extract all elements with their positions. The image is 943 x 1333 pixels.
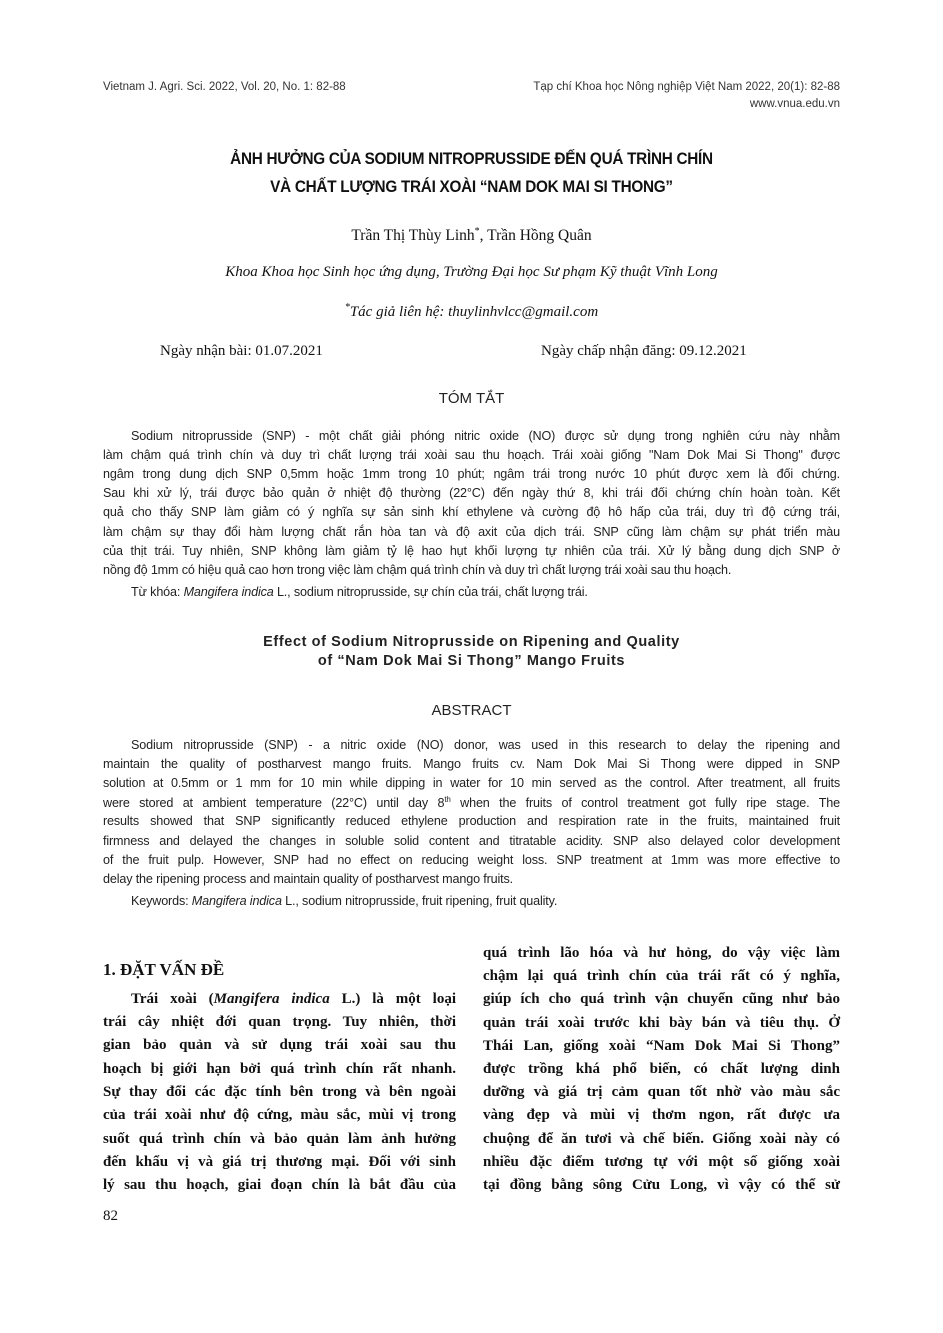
text: were stored at ambient temperature (22°C) until day 8	[103, 796, 445, 811]
body-left-line: lý sau thu hoạch, giai đoạn chín là bắt đầu của	[103, 1177, 456, 1194]
date-accepted: Ngày chấp nhận đăng: 09.12.2021	[541, 343, 747, 359]
section-heading: 1. ĐẶT VẤN ĐỀ	[103, 960, 225, 979]
vn-keywords-label: Từ khóa:	[131, 585, 184, 599]
body-right-line: quản trái xoài trước khi bày bán và tiêu thụ. Ở	[483, 1014, 840, 1031]
en-abstract-line: results showed that SNP significantly reduced ethylene production and respiration rate in the fruits, maintained fruit	[103, 814, 840, 829]
authors	[0, 226, 943, 245]
author-2: , Trần Hồng Quân	[479, 227, 592, 245]
body-right-line: nhiều đặc điểm tương tự với một số giống xoài	[483, 1153, 840, 1170]
body-left-line: suốt quá trình chín và bảo quản làm ảnh hưởng	[103, 1130, 456, 1147]
corresponding-mark-2: *	[344, 302, 350, 313]
body-right-line: chuộng để ăn tươi và chế biến. Giống xoài này có	[483, 1130, 840, 1147]
en-abstract-line: delay the ripening process and maintain quality of postharvest mango fruits.	[103, 871, 514, 886]
body-left-line: của trái xoài như độ cứng, màu sắc, mùi vị trong	[103, 1107, 456, 1124]
en-abstract-line: solution at 0.5mm or 1 mm for 10 min while dipping in water for 10 min served as the control. After treatment, all fruits	[103, 776, 840, 791]
body-right-line: dưỡng và giá trị cảm quan tốt nhờ vào màu sắc	[483, 1084, 840, 1101]
body-left-line: gian bảo quản và sử dụng trái xoài sau thu	[103, 1037, 456, 1054]
en-title-line-1: Effect of Sodium Nitroprusside on Ripening and Quality	[263, 634, 680, 650]
vn-abstract-line: làm chậm quá trình chín và duy trì chất lượng trái xoài sau thu hoạch. Trái xoài giống "Nam Dok Mai Si Thong" được	[103, 448, 840, 463]
article-title-line-1: ẢNH HƯỞNG CỦA SODIUM NITROPRUSSIDE ĐẾN QUÁ TRÌNH CHÍN	[230, 149, 713, 168]
corresponding-author	[0, 302, 943, 321]
superscript: th	[444, 795, 451, 805]
vn-abstract-line: ngâm trong dung dịch SNP 0,5mm hoặc 1mm trong 10 phút; ngâm trái trong nước 10 phút được xem là đối chứng.	[103, 467, 840, 482]
vn-abstract-line: nồng độ 1mm có hiệu quả cao hơn trong việc làm chậm quá trình chín và duy trì chất lượng trái xoài sau thu hoạch.	[103, 562, 732, 577]
author-1: Trần Thị Thùy Linh	[351, 227, 475, 245]
body-right-line: chậm lại quá trình chín của trái rất có ý nghĩa,	[483, 968, 840, 985]
body-left-line	[131, 991, 456, 1008]
body-right-line: giúp ích cho quá trình vận chuyển cũng như bảo	[483, 991, 840, 1008]
journal-citation-vn: Tạp chí Khoa học Nông nghiệp Việt Nam 2022, 20(1): 82-88	[533, 81, 840, 93]
article-title-line-2: VÀ CHẤT LƯỢNG TRÁI XOÀI “NAM DOK MAI SI THONG”	[270, 177, 673, 196]
vn-keywords-list: L., sodium nitroprusside, sự chín của trái, chất lượng trái.	[273, 585, 588, 599]
species-name: Mangifera indica	[213, 991, 330, 1007]
corresponding-email: Tác giả liên hệ: thuylinhvlcc@gmail.com	[349, 304, 599, 320]
en-abstract-heading: ABSTRACT	[431, 702, 512, 719]
text: when the fruits of control treatment got fully ripe stage. The	[450, 796, 840, 811]
body-left-line: hoạch bị giới hạn bởi quá trình chín rất nhanh.	[103, 1060, 456, 1077]
affiliation: Khoa Khoa học Sinh học ứng dụng, Trường Đại học Sư phạm Kỹ thuật Vĩnh Long	[225, 264, 718, 280]
vn-abstract-line: Sau khi xử lý, trái được bảo quản ở nhiệt độ thường (22°C) đến ngày thứ 8, khi trái đối chứng chín hoàn toàn. Kết	[103, 486, 840, 501]
en-abstract-line: of the fruit pulp. However, SNP had no effect on reducing weight loss. SNP treatment at 1mm was more effective to	[103, 852, 840, 867]
body-right-line: tại đồng bằng sông Cửu Long, vì vậy có thể sử	[483, 1177, 840, 1193]
body-right-line: quá trình lão hóa và hư hỏng, do vậy việc làm	[483, 945, 840, 961]
text: Trái xoài (	[131, 991, 214, 1007]
vn-abstract-line: của thịt trái. Tuy nhiên, SNP không làm giảm tỷ lệ hao hụt khối lượng tự nhiên của trái. Xử lý bằng dung dịch SNP ở	[103, 543, 840, 558]
vn-abstract-line: Sodium nitroprusside (SNP) - một chất giải phóng nitric oxide (NO) được sử dụng trong nghiên cứu này nhằm	[131, 429, 840, 443]
vn-abstract-line: làm chậm sự thay đổi hàm lượng chất rắn hòa tan và độ axit của dịch trái. SNP cũng làm chậm sự phát triển màu	[103, 524, 840, 539]
en-keywords	[131, 894, 557, 908]
en-keywords-label: Keywords:	[131, 894, 192, 908]
journal-citation-en: Vietnam J. Agri. Sci. 2022, Vol. 20, No. 1: 82-88	[103, 81, 346, 93]
body-right-line: Thái Lan, giống xoài “Nam Dok Mai Si Thong”	[483, 1037, 840, 1054]
vn-abstract-line: quả cho thấy SNP làm giảm có ý nghĩa sự sản sinh khí ethylene và cường độ hô hấp của trái, duy trì độ cứng trái,	[103, 505, 840, 520]
text: L.) là một loại	[329, 991, 456, 1007]
vn-abstract-heading: TÓM TẮT	[438, 390, 505, 407]
en-title-line-2: of “Nam Dok Mai Si Thong” Mango Fruits	[317, 653, 626, 669]
page-number: 82	[103, 1208, 118, 1224]
vn-keywords-species: Mangifera indica	[183, 585, 274, 599]
en-abstract-line: Sodium nitroprusside (SNP) - a nitric oxide (NO) donor, was used in this research to delay the ripening and	[131, 738, 840, 752]
body-left-line: Sự thay đổi các đặc tính bên trong và bên ngoài	[103, 1083, 456, 1100]
en-abstract-line: maintain the quality of postharvest mango fruits. Mango fruits cv. Nam Dok Mai Si Thong were dipped in SNP	[103, 757, 840, 772]
en-keywords-list: L., sodium nitroprusside, fruit ripening, fruit quality.	[281, 894, 558, 908]
body-right-line: vàng đẹp và mùi vị thơm ngon, rất được ưa	[483, 1107, 840, 1124]
en-abstract-line: firmness and delayed the changes in soluble solid content and titratable acidity. SNP also delayed color development	[103, 833, 840, 848]
journal-website[interactable]: www.vnua.edu.vn	[749, 98, 840, 110]
en-abstract-line	[103, 795, 840, 810]
body-left-line: trái cây nhiệt đới quan trọng. Tuy nhiên, thời	[103, 1014, 456, 1030]
en-keywords-species: Mangifera indica	[191, 894, 282, 908]
corresponding-mark: *	[474, 226, 480, 237]
date-received: Ngày nhận bài: 01.07.2021	[160, 343, 323, 359]
vn-keywords	[131, 585, 588, 599]
body-left-line: đến khẩu vị và giá trị thương mại. Đối với sinh	[103, 1153, 456, 1170]
body-right-line: được trồng khá phổ biến, có chất lượng dinh	[483, 1061, 840, 1077]
